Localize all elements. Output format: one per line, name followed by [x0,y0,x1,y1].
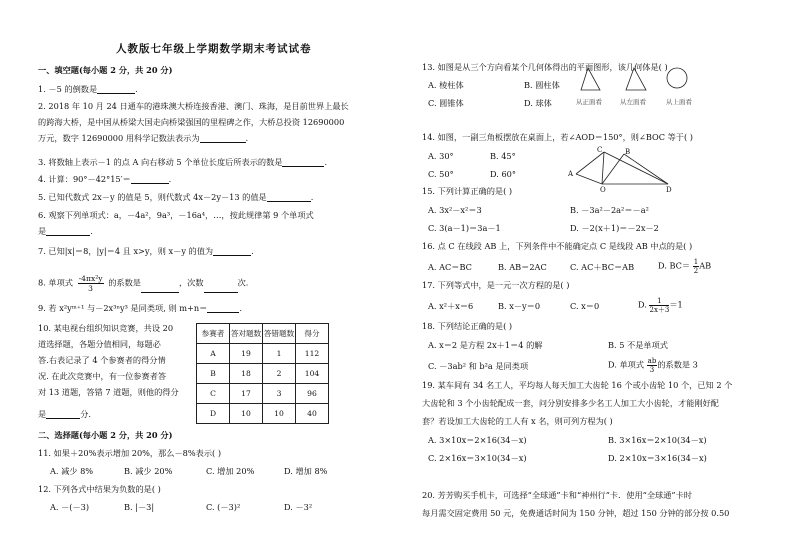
q19-option-c[interactable]: C. 2×16x＝3×10(34－x) [428,453,527,463]
answer-blank[interactable] [131,175,169,184]
question-8: 8. 单项式 $\frac{\text{-4πx²y}}{3}$ 的系数是 ，次数 次. [38,274,249,293]
q14-option-b[interactable]: B. 45° [490,151,516,161]
question-2-line-1: 2. 2018 年 10 月 24 日通车的港珠澳大桥连接香港、澳门、珠海，是目前世界上最长 [38,101,349,111]
view-label-top: 从上面看 [666,98,692,106]
table-header-cell: 参赛者 [197,324,230,344]
answer-blank[interactable] [282,158,324,167]
q13-option-b[interactable]: B. 圆柱体 [524,80,560,90]
left-view-triangle [626,68,646,90]
point-label-c: C [597,146,603,154]
q18-fraction: $\frac{ab}{3}$ [647,357,657,374]
view-label-left: 从左面看 [620,98,646,106]
q15-option-c[interactable]: C. 3(a－1)＝3a－1 [428,223,501,233]
answer-blank[interactable] [141,284,179,293]
table-row [197,364,329,384]
q16-option-c[interactable]: C. AC＋BC＝AB [570,262,635,272]
q15-option-d[interactable]: D. －2(x＋1)＝－2x－2 [570,223,659,233]
table-cell: 17 [230,384,263,404]
question-5: 5. 已知代数式 2x－y 的值是 5，则代数式 4x－2y－13 的值是 . [38,192,314,202]
question-19-line-1: 19. 某车间有 34 名工人，平均每人每天加工大齿轮 16 个或小齿轮 10 个，已知 2 个 [422,380,733,390]
question-3: 3. 将数轴上表示－1 的点 A 向右移动 5 个单位长度后所表示的数是 . [38,157,328,167]
table-cell: 96 [296,384,329,404]
answer-blank[interactable] [207,304,239,313]
q19-option-a[interactable]: A. 3×10x＝2×16(34－x) [428,435,527,445]
q11-option-a[interactable]: A. 减少 8% [50,466,94,476]
question-17: 17. 下列等式中，是一元一次方程的是( ) [422,280,570,290]
question-10-line-6: 是 分. [38,409,91,419]
point-label-b: B [625,148,631,156]
question-2-line-2: 的跨海大桥，是中国从桥梁大国走向桥梁强国的里程碑之作，大桥总投资 12690000 [38,117,345,127]
q17-option-a[interactable]: A. x²＋x＝6 [428,301,474,311]
answer-blank[interactable] [97,85,135,94]
score-table [196,323,329,424]
question-6-line-2: 是 . [38,226,93,236]
table-row [197,404,329,424]
question-2-line-3: 万元，数字 12690000 用科学记数法表示为 . [38,133,249,143]
question-18: 18. 下列结论正确的是( ) [422,321,513,331]
table-header-cell: 答对题数 [230,324,263,344]
question-20-line-1: 20. 芳芳购买手机卡，可选择“全球通”卡和“神州行”卡．使用“全球通”卡时 [422,490,692,500]
question-6-line-1: 6. 观察下列单项式：a，－4a²，9a³，－16a⁴，…，按此规律第 9 个单项式 [38,210,314,220]
q16-option-d[interactable]: D. BC＝ $\frac{1}{2}$ AB [658,258,712,275]
q19-option-d[interactable]: D. 2×10x＝3×16(34－x) [608,453,707,463]
q14-option-d[interactable]: D. 60° [490,169,516,179]
table-cell: 1 [263,344,296,364]
q14-option-a[interactable]: A. 30° [428,151,454,161]
q12-option-c[interactable]: C. (－3)² [206,502,241,512]
question-19-line-2: 大齿轮和 3 个小齿轮配成一套，问分别安排多少名工人加工大小齿轮，才能刚好配 [422,398,719,408]
table-row [197,384,329,404]
question-13: 13. 如图是从三个方向看某个几何体得出的平面图形，该几何体是( ) [422,62,668,72]
table-cell: 40 [296,404,329,424]
view-label-front: 从正面看 [576,98,602,106]
q18-option-c[interactable]: C. －3ab² 和 b²a 是同类项 [428,361,529,371]
table-header-row [197,324,329,344]
table-cell: A [197,344,230,364]
q18-option-d[interactable]: D. 单项式 $\frac{ab}{3}$ 的系数是 3 [608,357,698,374]
answer-blank[interactable] [213,247,251,256]
question-10-line-5: 对 13 道题，答错 7 道题，则他的得分 [38,387,179,397]
q17-option-c[interactable]: C. x＝0 [570,301,600,311]
table-cell: 3 [263,384,296,404]
set-square-figure [564,144,704,192]
table-cell: C [197,384,230,404]
point-label-o: O [600,186,606,194]
question-9: 9. 若 x²yᵐ⁺¹ 与－2x³ⁿy³ 是同类项, 则 m+n＝ . [38,303,242,313]
q11-option-d[interactable]: D. 增加 8% [284,466,328,476]
answer-blank[interactable] [46,410,80,419]
q12-option-b[interactable]: B. |－3| [124,502,155,512]
top-view-circle [667,68,687,88]
table-cell: 112 [296,344,329,364]
q19-option-b[interactable]: B. 3×16x＝2×10(34－x) [608,435,707,445]
question-16: 16. 点 C 在线段 AB 上，下列条件中不能确定点 C 是线段 AB 中点的是( ) [422,241,693,251]
question-1: 1. －5 的倒数是 . [38,84,138,94]
q15-option-b[interactable]: B. －3a²－2a²＝－a² [570,205,649,215]
table-cell: 104 [296,364,329,384]
question-10-line-4: 况. 在此次竞赛中，有一位参赛者答 [38,371,167,381]
answer-blank[interactable] [46,227,90,236]
question-4: 4. 计算：90°－42°15′＝ . [38,174,172,184]
answer-blank[interactable] [200,134,246,143]
q11-option-b[interactable]: B. 减少 20% [124,466,173,476]
question-10-line-3: 答.右表记录了 4 个参赛者的得分情 [38,355,166,365]
front-view-triangle [581,68,600,90]
section-fill-blank: 一、填空题(每小题 2 分，共 20 分) [38,65,173,75]
q13-option-d[interactable]: D. 球体 [524,98,552,108]
table-cell: 10 [230,404,263,424]
q14-option-c[interactable]: C. 50° [428,169,454,179]
q16-option-a[interactable]: A. AC＝BC [428,262,472,272]
table-cell: 2 [263,364,296,384]
table-row [197,344,329,364]
q13-option-a[interactable]: A. 棱柱体 [428,80,464,90]
question-10-line-2: 道选择题，各题分值相同，每题必 [38,339,161,349]
q8-fraction: $\frac{\text{-4πx²y}}{3}$ [78,274,103,293]
q18-option-b[interactable]: B. 5 不是单项式 [608,340,668,350]
answer-blank[interactable] [204,284,238,293]
question-7: 7. 已知|x|＝8，|y|＝4 且 x>y，则 x－y 的值为 . [38,246,254,256]
section-multiple-choice: 二、选择题(每小题 2 分，共 20 分) [38,430,173,440]
table-cell: 19 [230,344,263,364]
table-cell: B [197,364,230,384]
table-header-cell: 得分 [296,324,329,344]
q13-option-c[interactable]: C. 圆锥体 [428,98,464,108]
page-title: 人教版七年级上学期数学期末考试试卷 [116,43,312,55]
q17-fraction: $\frac{1}{2x+3}$ [649,297,670,314]
question-20-line-2: 每月需交固定费用 50 元，免费通话时间为 150 分钟，超过 150 分钟的部分按 0.50 [422,508,730,518]
question-10-line-1: 10. 某电视台组织知识竞赛，共设 20 [38,323,174,333]
question-12: 12. 下列各式中结果为负数的是( ) [38,484,161,494]
three-views-figure [576,66,696,96]
table-cell: D [197,404,230,424]
question-11: 11. 如果＋20%表示增加 20%，那么－8%表示( ) [38,448,222,458]
q16-fraction: $\frac{1}{2}$ [693,258,699,275]
q18-option-a[interactable]: A. x＝2 是方程 2x＋1＝4 的解 [428,340,543,350]
point-label-d: D [666,186,672,194]
q12-option-a[interactable]: A. －(－3) [50,502,90,512]
point-label-a: A [568,170,574,178]
q15-option-a[interactable]: A. 3x²－x²＝3 [428,205,482,215]
q17-option-d[interactable]: D. $\frac{1}{2x+3}$ ＝1 [638,297,683,314]
q16-option-b[interactable]: B. AB＝2AC [498,262,547,272]
question-15: 15. 下列计算正确的是( ) [422,186,513,196]
q17-option-b[interactable]: B. x－y＝0 [498,301,541,311]
q11-option-c[interactable]: C. 增加 20% [206,466,255,476]
question-19-line-3: 套？若设加工大齿轮的工人有 x 名，则可列方程为( ) [422,416,613,426]
table-cell: 18 [230,364,263,384]
table-header-cell: 答错题数 [263,324,296,344]
q12-option-d[interactable]: D. －3² [284,502,313,512]
answer-blank[interactable] [267,193,311,202]
question-14: 14. 如图，一副三角板摆放在桌面上，若∠AOD＝150°，则∠BOC 等于( ) [422,132,693,142]
table-cell: 10 [263,404,296,424]
